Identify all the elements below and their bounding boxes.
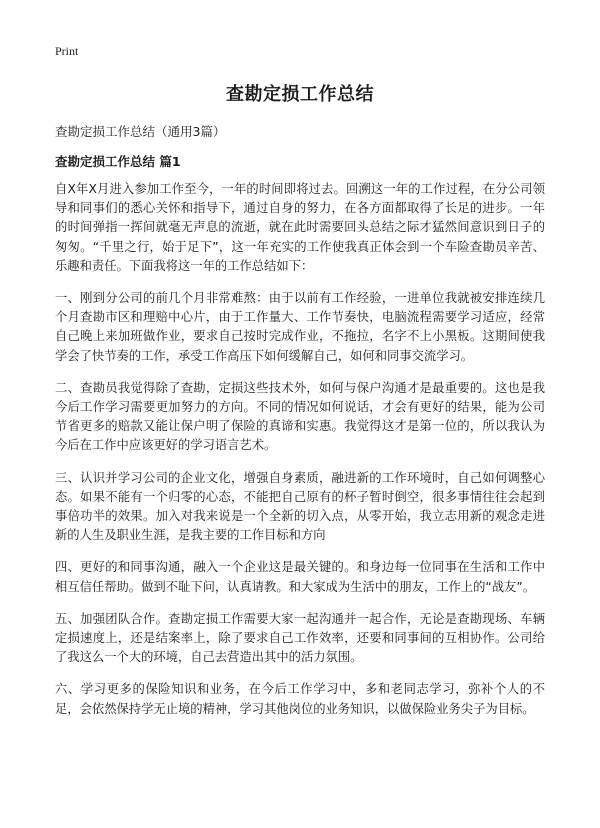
section-heading: 查勘定损工作总结 篇1 bbox=[55, 154, 181, 169]
paragraph-6: 六、学习更多的保险知识和业务，在今后工作学习中，多和老同志学习，弥补个人的不足，会依然保持学无止境的精神，学习其他岗位的业务知识，以做保险业务尖子为目标。 bbox=[55, 682, 545, 716]
paragraph-3: 三、认识并学习公司的企业文化，增强自身素质，融进新的工作环境时，自己如何调整心态。如果不能有一个归零的心态，不能把自己原有的杯子暂时倒空，很多事情往往会起到事倍功半的效果。加入对我来说是一个全新的切入点，从零开始，我立志用新的观念走进新的人生及职业生涯，是我主要的工作目标和方向 bbox=[55, 470, 545, 543]
document-body bbox=[55, 180, 545, 732]
paragraph-5: 五、加强团队合作。查勘定损工作需要大家一起沟通并一起合作，无论是查勘现场、车辆定损速度上，还是结案率上，除了要求自己工作效率，还要和同事间的互相协作。公司给了我这么一个大的环境，自己去营造出其中的活力氛围。 bbox=[55, 611, 545, 665]
paragraph-2: 二、查勘员我觉得除了查勘，定损这些技术外，如何与保户沟通才是最重要的。这也是我今后工作学习需要更加努力的方向。不同的情况如何说话，才会有更好的结果，能为公司节省更多的赔款又能让保户明了保险的真谛和实惠。我觉得这才是第一位的，所以我认为今后在工作中应该更好的学习语言艺术。 bbox=[55, 380, 545, 453]
paragraph-intro: 自X年X月进入参加工作至今，一年的时间即将过去。回溯这一年的工作过程，在分公司领导和同事们的悉心关怀和指导下，通过自身的努力，在各方面都取得了长足的进步。一年的时间弹指一挥间就毫无声息的流逝，就在此时需要回头总结之际才猛然间意识到日子的匆匆。“千里之行，始于足下”，这一年充实的工作使我真正体会到一个车险查勘员辛苦、乐趣和责任。下面我将这一年的工作总结如下： bbox=[55, 182, 545, 273]
print-link[interactable]: Print bbox=[55, 44, 79, 58]
document-subtitle: 查勘定损工作总结（通用3篇） bbox=[55, 124, 226, 139]
paragraph-4: 四、更好的和同事沟通，融入一个企业这是最关键的。和身边每一位同事在生活和工作中相互信任帮助。做到不耻下问，认真请教。和大家成为生活中的朋友，工作上的“战友”。 bbox=[55, 560, 545, 594]
page-title: 查勘定损工作总结 bbox=[226, 84, 374, 105]
paragraph-1: 一、刚到分公司的前几个月非常难熬：由于以前有工作经验，一进单位我就被安排连续几个月查勘市区和理赔中心片，由于工作量大、工作节奏快，电脑流程需要学习适应，经常自己晚上来加班做作业，要求自己按时完成作业，不拖拉，名字不上小黑板。这期间使我学会了快节奏的工作，承受工作高压下如何缓解自己，如何和同事交流学习。 bbox=[55, 291, 545, 363]
